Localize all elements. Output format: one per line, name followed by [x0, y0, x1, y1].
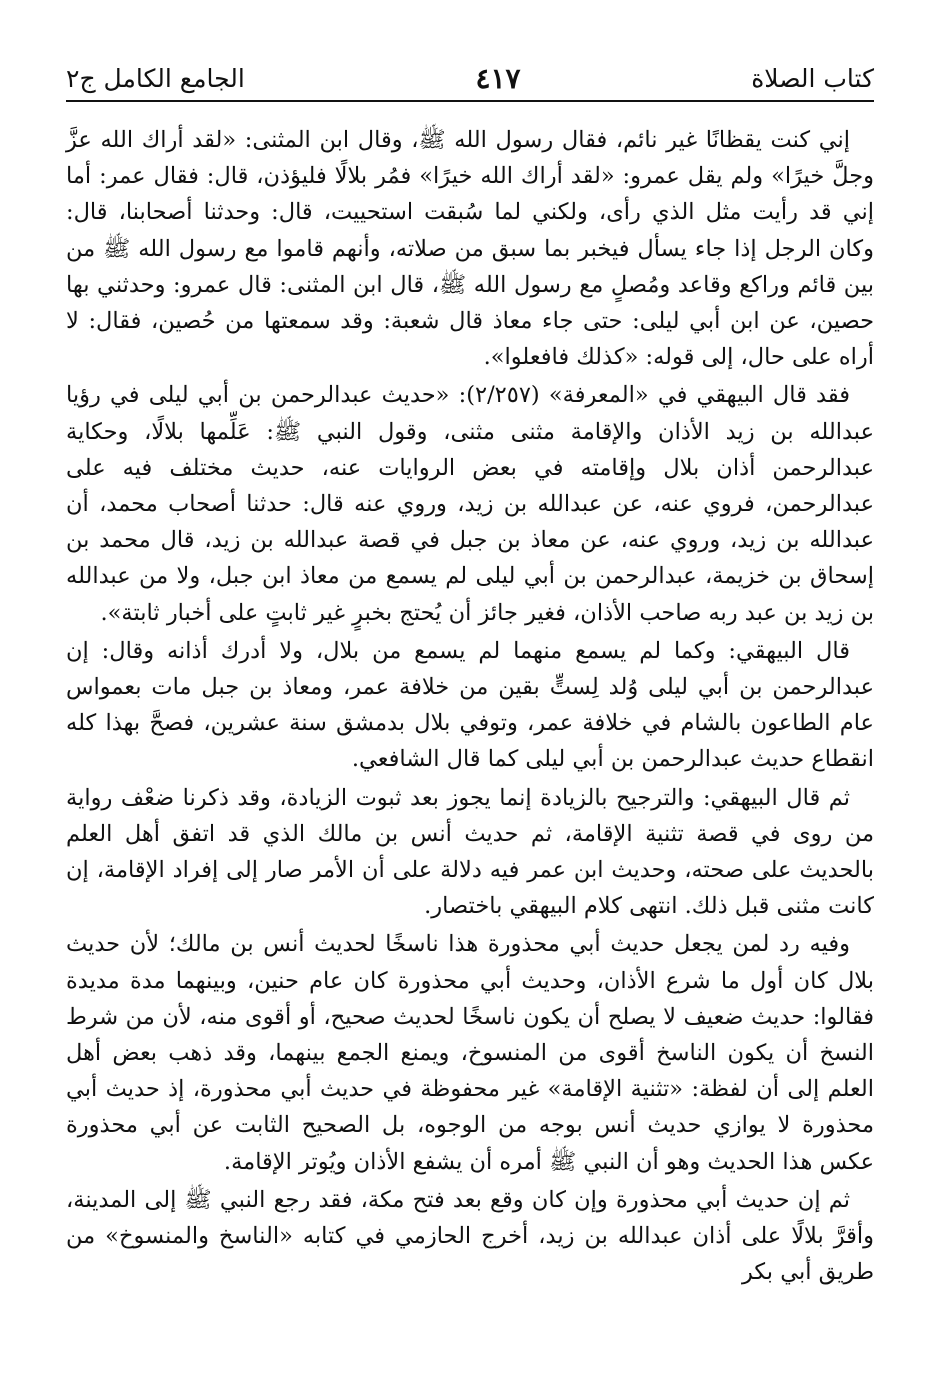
page-body — [66, 122, 874, 1338]
book-title: الجامع الكامل ج٢ — [66, 63, 245, 93]
page-header — [66, 56, 874, 102]
paragraph: ثم قال البيهقي: والترجيح بالزيادة إنما يجوز بعد ثبوت الزيادة، وقد ذكرنا ضعْف رواية من روى في قصة تثنية الإقامة، ثم حديث أنس بن مالك الذي قد اتفق أهل العلم بالحديث على صحته، وحديث ابن عمر فيه دلالة على أن الأمر صار إلى إفراد الإقامة، إن كانت مثنى قبل ذلك. انتهى كلام البيهقي باختصار. — [66, 784, 874, 920]
paragraph: وفيه رد لمن يجعل حديث أبي محذورة هذا ناسخًا لحديث أنس بن مالك؛ لأن حديث بلال كان أول ما شرع الأذان، وحديث أبي محذورة كان عام حنين، وبينهما مدة مديدة فقالوا: حديث ضعيف لا يصلح أن يكون ناسخًا لحديث صحيح، أو أقوى منه، لأن من شرط النسخ أن يكون الناسخ أقوى من المنسوخ، ويمنع الجمع بينهما، وقد ذهب بعض أهل العلم إلى أن لفظة: «تثنية الإقامة» غير محفوظة في حديث أبي محذورة، إذ حديث أبي محذورة لا يوازي حديث أنس بوجه من الوجوه، بل الصحيح الثابت عن أبي محذورة عكس هذا الحديث وهو أن النبي ﷺ أمره أن يشفع الأذان ويُوتر الإقامة. — [66, 931, 874, 1175]
page-number: ٤١٧ — [475, 61, 521, 95]
chapter-title: كتاب الصلاة — [751, 63, 874, 93]
paragraph: قال البيهقي: وكما لم يسمع منهما لم يسمع من بلال، ولا أدرك أذانه وقال: إن عبدالرحمن بن أبي ليلى وُلد لِستٍّ بقين من خلافة عمر، ومعاذ بن جبل مات بعمواس عام الطاعون بالشام في خلافة عمر، وتوفي بلال بدمشق سنة عشرين، فصحَّ بهذا كله انقطاع حديث عبدالرحمن بن أبي ليلى كما قال الشافعي. — [66, 637, 874, 773]
paragraph: ثم إن حديث أبي محذورة وإن كان وقع بعد فتح مكة، فقد رجع النبي ﷺ إلى المدينة، وأقرَّ بلالًا على أذان عبدالله بن زيد، أخرج الحازمي في كتابه «الناسخ والمنسوخ» من طريق أبي بكر — [66, 1186, 874, 1286]
paragraph: إني كنت يقظانًا غير نائم، فقال رسول الله ﷺ، وقال ابن المثنى: «لقد أراك الله عزَّ وجلَّ خيرًا» ولم يقل عمرو: «لقد أراك الله خيرًا» فمُر بلالًا فليؤذن، قال: فقال عمر: أما إني قد رأيت مثل الذي رأى، ولكني لما سُبقت استحييت، قال: وحدثنا أصحابنا، قال: وكان الرجل إذا جاء يسأل فيخبر بما سبق من صلاته، وأنهم قاموا مع رسول الله ﷺ من بين قائم وراكع وقاعد ومُصلٍ مع رسول الله ﷺ، قال ابن المثنى: قال عمرو: وحدثني بها حصين، عن ابن أبي ليلى: حتى جاء معاذ قال شعبة: وقد سمعتها من حُصين، فقال: لا أراه على حال، إلى قوله: «كذلك فافعلوا». — [66, 127, 874, 371]
paragraph: فقد قال البيهقي في «المعرفة» (٢/٢٥٧): «حديث عبدالرحمن بن أبي ليلى في رؤيا عبدالله بن زيد الأذان والإقامة مثنى مثنى، وقول النبي ﷺ: عَلِّمها بلالًا، وحكاية عبدالرحمن أذان بلال وإقامته في بعض الروايات عنه، حديث مختلف فيه على عبدالرحمن، فروي عنه، عن عبدالله بن زيد، وروي عنه قال: حدثنا أصحاب محمد، أن عبدالله بن زيد، وروي عنه، عن معاذ بن جبل في قصة عبدالله بن زيد، قال محمد بن إسحاق بن خزيمة، عبدالرحمن بن أبي ليلى لم يسمع من معاذ ابن جبل، ولا من عبدالله بن زيد بن عبد ربه صاحب الأذان، فغير جائز أن يُحتج بخبرٍ غير ثابتٍ على أخبار ثابتة». — [66, 382, 874, 626]
